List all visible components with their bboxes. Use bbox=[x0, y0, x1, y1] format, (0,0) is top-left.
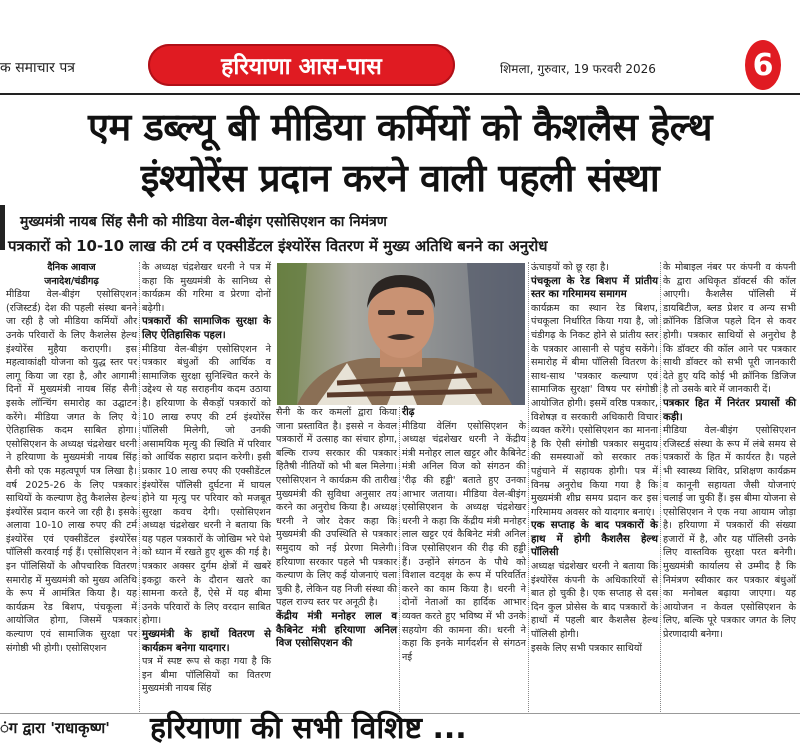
article-column-4 bbox=[402, 406, 526, 664]
section-subheading: केंद्रीय मंत्री मनोहर लाल व कैबिनेट मंत्री हरियाणा अनिल विज एसोसिएशन की bbox=[276, 610, 397, 650]
article-column-6 bbox=[663, 261, 796, 642]
article-column-5 bbox=[531, 261, 658, 655]
next-story-headline-text: हरियाणा की सभी विशिष्ट ... bbox=[150, 711, 467, 746]
column-divider bbox=[139, 262, 140, 712]
column-divider bbox=[528, 262, 529, 712]
paragraph: कार्यक्रम का स्थान रेड बिशप, पंचकूला निर्धारित किया गया है, जो चंडीगढ़ के निकट होने से प्रांतीय स्तर के पत्रकार आसानी से पहुंच सकेंगे। समारोह में बीमा पॉलिसी वितरण के साथ-साथ 'पत्रकार कल्याण एवं सामाजिक सुरक्षा' विषय पर संगोष्ठी आयोजित होगी। इसमें वरिष्ठ पत्रकार, विशेषज्ञ व सरकारी अधिकारी विचार व्यक्त करेंगे। एसोसिएशन का मानना है कि ऐसी संगोष्ठी पत्रकार समुदाय की समस्याओं को सरकार तक पहुंचाने में सहायक होगी। पत्र में विनम्र अनुरोध किया गया है कि मुख्यमंत्री शीघ्र समय प्रदान कर इस गरिमामय अवसर को यादगार बनाएं। bbox=[531, 302, 658, 518]
paragraph: सैनी के कर कमलों द्वारा किया जाना प्रस्तावित है। इससे न केवल पत्रकारों में उत्साह का संचार होगा, बल्कि राज्य सरकार की पत्रकार हितैषी नीतियों को भी बल मिलेगा। एसोसिएशन ने कार्यक्रम की तारीख मुख्यमंत्री की सुविधा अनुसार तय करने का अनुरोध किया है। अध्यक्ष धरनी ने जोर देकर कहा कि मुख्यमंत्री की उपस्थिति से पत्रकार समुदाय को नई प्रेरणा मिलेगी। हरियाणा सरकार पहले भी पत्रकार कल्याण के लिए कई योजनाएं चला चुकी है, लेकिन यह निजी संस्था की पहल राज्य स्तर पर अनूठी है। bbox=[276, 407, 397, 609]
dateline: शिमला, गुरुवार, 19 फरवरी 2026 bbox=[500, 62, 656, 76]
newspaper-tagline: क समाचार पत्र bbox=[0, 60, 76, 76]
byline-location: जनादेश/चंडीगढ़ bbox=[44, 275, 99, 287]
section-subheading: पत्रकार हित में निरंतर प्रयासों की कड़ी। bbox=[663, 397, 796, 423]
paragraph: इसके लिए सभी पत्रकार साथियों bbox=[531, 642, 642, 654]
paragraph: अध्यक्ष चंद्रशेखर धरनी ने बताया कि इंश्योरेंस कंपनी के अधिकारियों से बात हो चुकी है। एक सप्ताह से दस दिन कुल प्रोसेस के बाद पत्रकारों के हाथों में पहली बार कैशलैस हेल्थ पॉलिसी होगी। bbox=[531, 561, 658, 641]
subheadline-2: पत्रकारों को 10-10 लाख की टर्म व एक्सीडेंटल इंश्योरेंस वितरण में मुख्य अतिथि बनने का अनुरोध bbox=[8, 237, 548, 255]
paragraph: मीडिया वेल-बीइंग एसोसिएशन (रजिस्टर्ड) देश की पहली संस्था बनने जा रही है जो मीडिया कर्मियों और उनके परिवारों के लिए कैशलेस हेल्थ इंश्योरेंस मुहैया कराएगी। इस महत्वाकांक्षी योजना को युद्ध स्तर पर लागू किया जा रहा है, और आगामी दिनों में मुख्यमंत्री नायब सिंह सैनी इसके लॉन्चिंग समारोह का उद्घाटन करेंगे। मीडिया जगत के लिए ये ऐतिहासिक कदम साबित होगा। एसोसिएशन के अध्यक्ष चंद्रशेखर धरनी ने हरियाणा के मुख्यमंत्री नायब सिंह सैनी को एक महत्वपूर्ण पत्र लिखा है। वर्ष 2025-26 के लिए पत्रकार साथियों के कल्याण हेतु कैशलेस हेल्थ इंश्योरेंस प्रदान करने जा रही है। इसके अलावा 10-10 लाख रुपए की टर्म इंश्योरेंस एवं एक्सीडेंटल इंश्योरेंस पॉलिसी करवाई गई हैं। एसोसिएशन ने इन पॉलिसियों के औपचारिक वितरण समारोह में मुख्यमंत्री को मुख्य अतिथि के रूप में आमंत्रित किया है। यह कार्यक्रम रेड बिशप, पंचकूला में आयोजित होगा, जिसमें पत्रकार कल्याण एवं सामाजिक सुरक्षा पर संगोष्ठी भी होगी। एसोसिएशन bbox=[6, 289, 137, 654]
paragraph: मीडिया वेल-बीइंग एसोसिएशन रजिस्टर्ड संस्था के रूप में लंबे समय से पत्रकारों के हित में कार्यरत है। पहले भी स्वास्थ्य शिविर, प्रशिक्षण कार्यक्रम व कानूनी सहायता जैसी योजनाएं चलाई जा चुकी हैं। इस बीमा योजना से एसोसिएशन ने एक नया आयाम जोड़ा है। हरियाणा में पत्रकारों की संख्या हजारों में है, और यह पॉलिसी उनके लिए वास्तविक सुरक्षा परत बनेगी। मुख्यमंत्री कार्यालय से उम्मीद है कि निमंत्रण स्वीकार कर पत्रकार बंधुओं का मनोबल बढ़ाया जाएगा। यह आयोजन न केवल एसोसिएशन के लिए, बल्कि पूरे पत्रकार जगत के लिए प्रेरणादायी बनेगा। bbox=[663, 425, 796, 641]
column-divider bbox=[660, 262, 661, 712]
page-number: 6 bbox=[745, 40, 781, 90]
column-divider bbox=[399, 407, 400, 712]
subheadline-1: मुख्यमंत्री नायब सिंह सैनी को मीडिया वेल-बीइंग एसोसिएशन का निमंत्रण bbox=[20, 214, 387, 230]
section-title: हरियाणा आस-पास bbox=[221, 54, 382, 80]
paragraph: मीडिया वेल-बीइंग एसोसिएशन ने पत्रकार बंधुओं की आर्थिक व सामाजिक सुरक्षा सुनिश्चित करने के उद्देश्य से यह सराहनीय कदम उठाया है। हरियाणा के सैकड़ों पत्रकारों को 10 लाख रुपए की टर्म इंश्योरेंस पॉलिसी मिलेगी, जो उनकी असामयिक मृत्यु की स्थिति में परिवार को आर्थिक सहारा प्रदान करेगी। इसी प्रकार 10 लाख रुपए की एक्सीडेंटल इंश्योरेंस पॉलिसी दुर्घटना में घायल होने या मृत्यु पर परिवार को मजबूत सुरक्षा कवच देगी। एसोसिएशन अध्यक्ष चंद्रशेखर धरनी ने बताया कि यह पहल पत्रकारों के जोखिम भरे पेशे को ध्यान में रखते हुए शुरू की गई है। पत्रकार अक्सर दुर्गम क्षेत्रों में खबरें इकट्ठा करने के दौरान खतरे का सामना करते हैं, ऐसे में यह बीमा उनके परिवारों के लिए वरदान साबित होगा। bbox=[142, 343, 271, 627]
section-subheading: रीढ़ bbox=[402, 407, 415, 418]
portrait-photo bbox=[277, 263, 525, 405]
article-column-1 bbox=[6, 261, 137, 655]
article-column-2 bbox=[142, 261, 271, 696]
section-subheading: पत्रकारों की सामाजिक सुरक्षा के लिए ऐतिहासिक पहल। bbox=[142, 316, 271, 341]
headline-line-2: इंश्योरेंस प्रदान करने वाली पहली संस्था bbox=[140, 156, 660, 200]
section-subheading: पंचकूला के रेड बिशप में प्रांतीय स्तर का गरिमामय समागम bbox=[531, 275, 658, 301]
paragraph: ऊंचाइयों को छू रहा है। bbox=[531, 262, 609, 273]
section-subheading: मुख्यमंत्री के हाथों वितरण से कार्यक्रम बनेगा यादगार। bbox=[142, 629, 271, 654]
next-story-headline bbox=[150, 711, 800, 746]
article-column-3 bbox=[276, 406, 397, 651]
paragraph: के मोबाइल नंबर पर कंपनी व कंपनी के द्वारा अधिकृत डॉक्टर्स की कॉल आएगी। कैशलैस पॉलिसी में डायबिटीज, ब्लड प्रेशर व अन्य सभी क्रॉनिक डिजिज पहले दिन से कवर होगी। पत्रकार साथियों से अनुरोध है कि डॉक्टर की कॉल आने पर पत्रकार साथी डॉक्टर को सभी पूरी जानकारी देते हुए यदि कोई भी क्रॉनिक डिजिज है तो उसके बारे में जानकारी दें। bbox=[663, 262, 796, 396]
section-banner bbox=[148, 44, 455, 86]
byline-source: दैनिक आवाज bbox=[47, 262, 96, 273]
paragraph: मीडिया वेलिंग एसोसिएशन के अध्यक्ष चंद्रशेखर धरनी ने केंद्रीय मंत्री मनोहर लाल खट्टर और कैबिनेट मंत्री अनिल विज को संगठन की 'रीढ़ की हड्डी' बताते हुए उनका आभार जताया। मीडिया वेल-बीइंग एसोसिएशन के अध्यक्ष चंद्रशेखर धरनी ने कहा कि केंद्रीय मंत्री मनोहर लाल खट्टर एवं कैबिनेट मंत्री अनिल विज एसोसिएशन की रीढ़ की हड्डी हैं। उन्होंने संगठन के पौधे को विशाल वटवृक्ष के रूप में परिवर्तित करने का काम किया है। धरनी ने दोनों नेताओं का हार्दिक आभार व्यक्त करते हुए भविष्य में भी उनके सहयोग की कामना की। धरनी ने कहा कि इनके मार्गदर्शन से संगठन नई bbox=[402, 420, 526, 663]
paragraph: पत्र में स्पष्ट रूप से कहा गया है कि इन बीमा पॉलिसियों का वितरण मुख्यमंत्री नायब सिंह bbox=[142, 656, 271, 695]
section-subheading: एक सप्ताह के बाद पत्रकारों के हाथ में होगी कैशलैस हेल्थ पॉलिसी bbox=[531, 520, 658, 559]
subhead-bar bbox=[0, 205, 5, 250]
header-rule bbox=[0, 93, 800, 95]
paragraph: के अध्यक्ष चंद्रशेखर धरनी ने पत्र में कहा कि मुख्यमंत्री के सानिध्य से कार्यक्रम की गरिमा व प्रेरणा दोनों बढ़ेगी। bbox=[142, 262, 271, 314]
next-story-headline-fragment: ंग द्वारा 'राधाकृष्ण' bbox=[0, 719, 110, 737]
headline-line-1: एम डब्ल्यू बी मीडिया कर्मियों को कैशलैस हेल्थ bbox=[87, 105, 713, 149]
